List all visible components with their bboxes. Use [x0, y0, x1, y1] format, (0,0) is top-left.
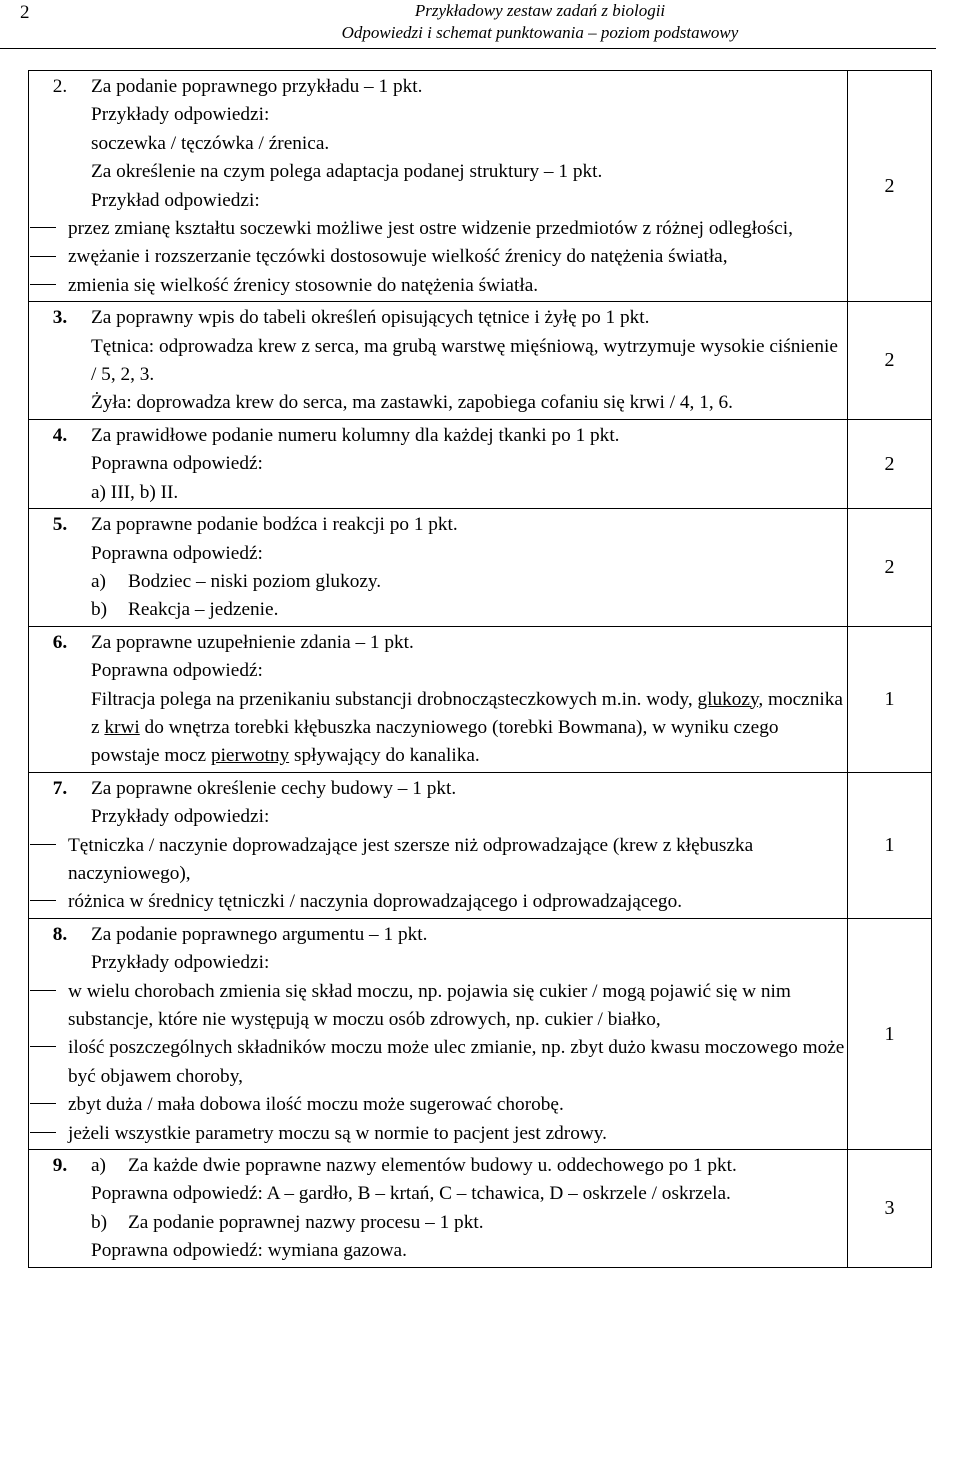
- question-number: 3.: [52, 307, 68, 329]
- criteria-text: Za poprawne podanie bodźca i reakcji po 1 pkt.: [91, 514, 458, 536]
- answer-label: Poprawna odpowiedź:: [91, 542, 263, 564]
- dash-bullet: [30, 215, 60, 243]
- dash-bullet: [30, 1034, 60, 1091]
- question-number: 5.: [52, 514, 68, 536]
- dash-bullet: [30, 978, 60, 1035]
- table-row: [29, 302, 932, 420]
- examples-label: Przykłady odpowiedzi:: [91, 104, 270, 126]
- list-item: zwężanie i rozszerzanie tęczówki dostosowuje wielkość źrenicy do natężenia światła,: [31, 243, 847, 271]
- list-item: b) Reakcja – jedzenie.: [91, 599, 279, 621]
- list-item: Tętniczka / naczynie doprowadzające jest szersze niż odprowadzające (krew z kłębuszka naczyniowego),: [31, 832, 847, 889]
- dash-bullet: [30, 243, 60, 271]
- question-number: 8.: [52, 923, 68, 945]
- examples-label: Przykłady odpowiedzi:: [91, 952, 270, 974]
- points-cell: 2: [848, 419, 932, 508]
- list-item: ilość poszczególnych składników moczu może ulec zmianie, np. zbyt dużo kwasu moczowego może być objawem choroby,: [31, 1034, 847, 1091]
- answer-text: Poprawna odpowiedź: wymiana gazowa.: [91, 1240, 407, 1262]
- answer-text: Żyła: doprowadza krew do serca, ma zastawki, zapobiega cofaniu się krwi / 4, 1, 6.: [91, 392, 733, 414]
- points-cell: 2: [848, 302, 932, 420]
- criteria-text: Za podanie poprawnego argumentu – 1 pkt.: [91, 923, 428, 945]
- question-number: 9.: [52, 1155, 68, 1177]
- list-item: a) Bodziec – niski poziom glukozy.: [91, 570, 382, 592]
- question-number: 4.: [52, 424, 68, 446]
- dash-bullet: [30, 888, 60, 916]
- dash-bullet: [30, 272, 60, 300]
- list-item: zmienia się wielkość źrenicy stosownie do natężenia światła.: [31, 272, 847, 300]
- question-number: 7.: [52, 777, 68, 799]
- points-cell: 2: [848, 509, 932, 627]
- criteria-text: Za podanie poprawnego przykładu – 1 pkt.: [91, 76, 423, 97]
- answer-text: a) III, b) II.: [91, 481, 179, 503]
- dash-bullet: [30, 832, 60, 889]
- points-cell: 2: [848, 71, 932, 302]
- dash-bullet: [30, 1091, 60, 1119]
- criteria-text: Za prawidłowe podanie numeru kolumny dla każdej tkanki po 1 pkt.: [91, 424, 620, 446]
- header-title-line2: Odpowiedzi i schemat punktowania – poziom podstawowy: [341, 23, 739, 42]
- list-item: przez zmianę kształtu soczewki możliwe jest ostre widzenie przedmiotów z różnej odległości,: [31, 215, 847, 243]
- answer-text: soczewka / tęczówka / źrenica.: [91, 132, 330, 154]
- table-row: [29, 772, 932, 918]
- question-number: 2.: [52, 76, 68, 97]
- criteria-text: Za określenie na czym polega adaptacja podanej struktury – 1 pkt.: [91, 161, 603, 183]
- answer-label: Poprawna odpowiedź:: [91, 660, 263, 682]
- table-row: [29, 918, 932, 1149]
- header-title: [330, 0, 750, 44]
- examples-label: Przykład odpowiedzi:: [91, 189, 260, 211]
- examples-label: Przykłady odpowiedzi:: [91, 806, 270, 828]
- page-number: 2: [20, 2, 30, 23]
- answer-label: Poprawna odpowiedź:: [91, 453, 263, 475]
- table-row: [29, 1150, 932, 1268]
- answer-text: Filtracja polega na przenikaniu substancji drobnocząsteczkowych m.in. wody, glukozy, mocznika z krwi do wnętrza torebki kłębuszka naczyniowego (torebki Bowmana), w wyniku czego powstaje mocz pierwotny spływający do kanalika.: [91, 688, 843, 767]
- points-cell: 1: [848, 772, 932, 918]
- answer-text: Poprawna odpowiedź: A – gardło, B – krtań, C – tchawica, D – oskrzele / oskrzela.: [91, 1183, 731, 1205]
- criteria-text: Za poprawne określenie cechy budowy – 1 pkt.: [91, 777, 457, 799]
- table-row: [29, 626, 932, 772]
- points-cell: 1: [848, 918, 932, 1149]
- header-title-line1: Przykładowy zestaw zadań z biologii: [414, 1, 666, 20]
- points-cell: 3: [848, 1150, 932, 1268]
- points-cell: 1: [848, 626, 932, 772]
- list-item: b) Za podanie poprawnej nazwy procesu – 1 pkt.: [91, 1211, 484, 1233]
- list-item: jeżeli wszystkie parametry moczu są w normie to pacjent jest zdrowy.: [31, 1120, 847, 1148]
- list-item: a) Za każde dwie poprawne nazwy elementów budowy u. oddechowego po 1 pkt.: [91, 1155, 737, 1177]
- table-row: [29, 419, 932, 508]
- dash-bullet: [30, 1120, 60, 1148]
- list-item: zbyt duża / mała dobowa ilość moczu może sugerować chorobę.: [31, 1091, 847, 1119]
- table-row: [29, 509, 932, 627]
- criteria-text: Za poprawny wpis do tabeli określeń opisujących tętnice i żyłę po 1 pkt.: [91, 307, 650, 329]
- answer-text: Tętnica: odprowadza krew z serca, ma grubą warstwę mięśniową, wytrzymuje wysokie ciśnienie / 5, 2, 3.: [91, 335, 838, 386]
- criteria-text: Za poprawne uzupełnienie zdania – 1 pkt.: [91, 631, 414, 653]
- question-number: 6.: [52, 631, 68, 653]
- page-header: [0, 0, 936, 49]
- list-item: w wielu chorobach zmienia się skład moczu, np. pojawia się cukier / mogą pojawić się w nim substancje, które nie występują w moczu osób zdrowych, np. cukier / białko,: [31, 978, 847, 1035]
- answers-table: [28, 70, 932, 1268]
- table-row: [29, 71, 932, 302]
- list-item: różnica w średnicy tętniczki / naczynia doprowadzającego i odprowadzającego.: [31, 888, 847, 916]
